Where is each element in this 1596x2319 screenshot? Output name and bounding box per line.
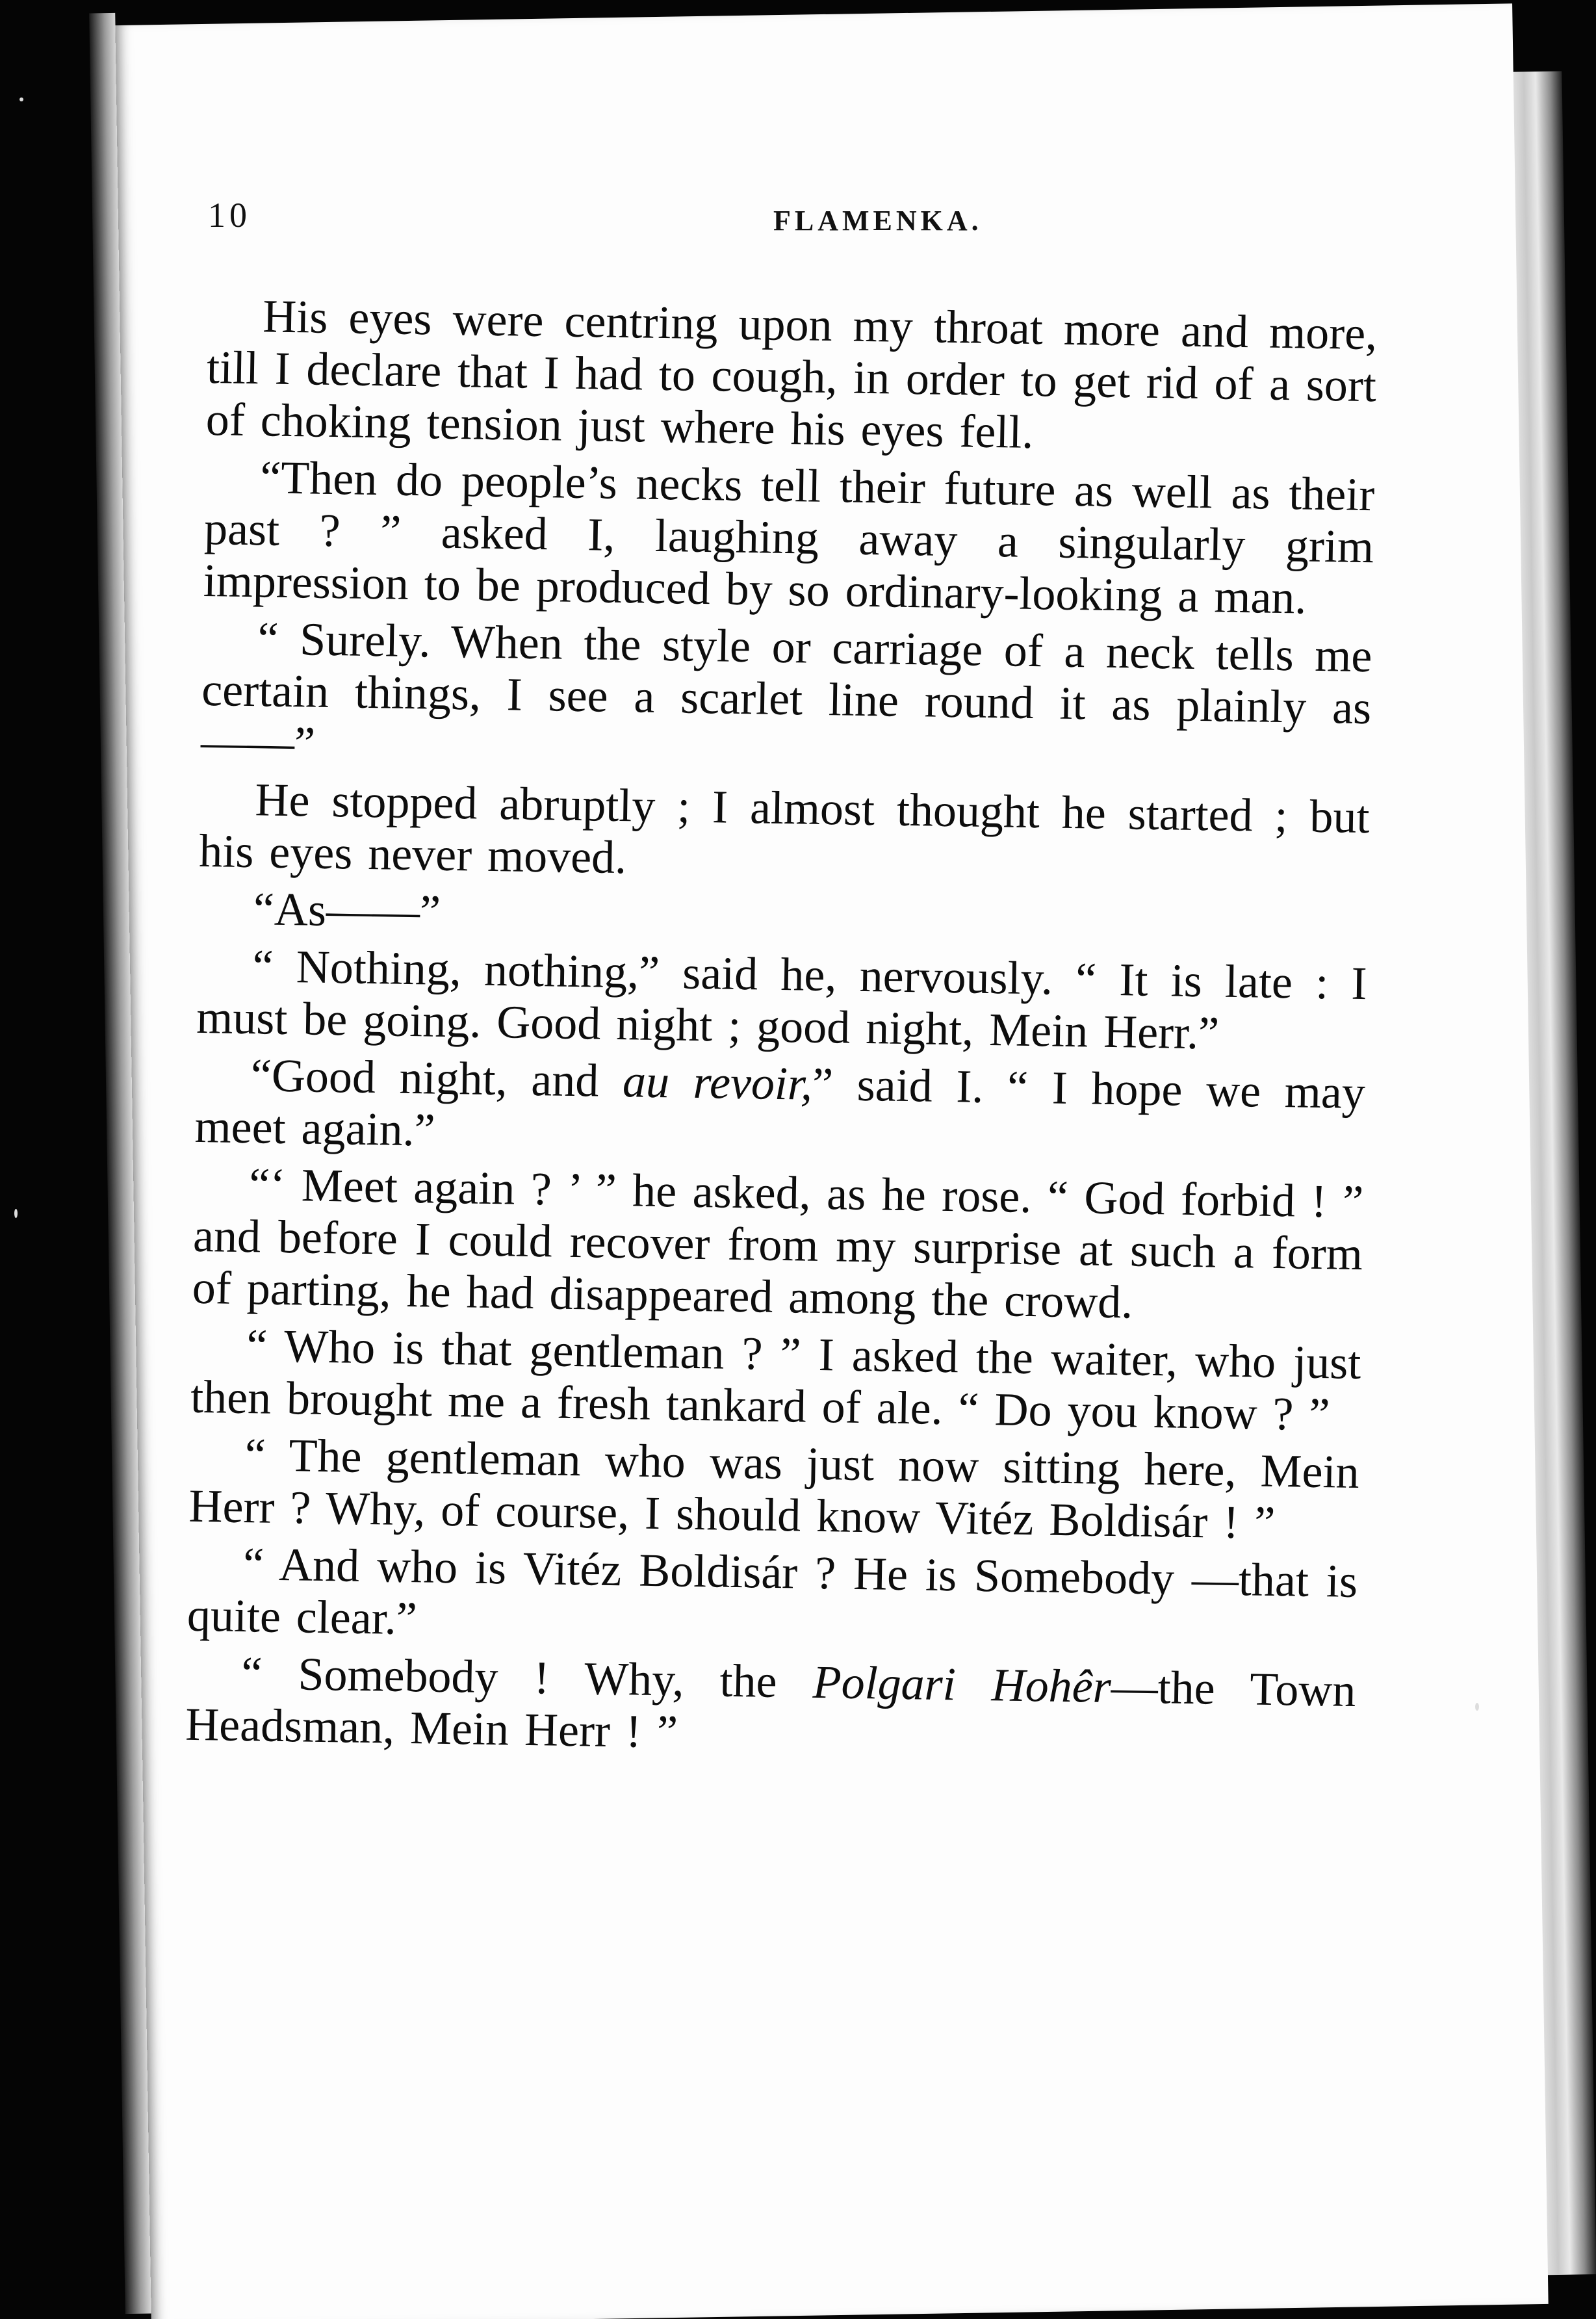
page-header bbox=[208, 195, 1417, 247]
paragraph-text: “ Somebody ! Why, the bbox=[240, 1647, 778, 1708]
paragraph: “ And who is Vitéz Boldisár ? He is Somebody —that is quite clear.” bbox=[187, 1538, 1358, 1645]
paragraph-text: ” said I. “ I hope we may meet again.” bbox=[194, 1057, 1366, 1156]
paragraph: “ Who is that gentleman ? ” I asked the waiter, who just then brought me a fresh tankard of ale. “ Do you know ? ” bbox=[190, 1319, 1361, 1441]
page-number: 10 bbox=[208, 196, 251, 235]
paragraph bbox=[194, 1048, 1365, 1171]
scan-speck bbox=[19, 97, 23, 101]
paragraph bbox=[185, 1646, 1356, 1768]
body-text bbox=[185, 289, 1378, 1774]
scan-speck bbox=[1475, 1703, 1479, 1711]
running-title: FLAMENKA. bbox=[773, 205, 983, 237]
paragraph: “As——” bbox=[253, 883, 441, 938]
paragraph-text: —the Town Headsman, Mein Herr ! ” bbox=[185, 1661, 1356, 1758]
paragraph: “Then do people’s necks tell their future as well as their past ? ” asked I, laughing away a singularly grim impression to be produced by so ordinary-looking a man. bbox=[203, 451, 1375, 624]
paragraph: “ Surely. When the style or carriage of a neck tells me certain things, I see a scarlet line round it as plainly as——” bbox=[200, 612, 1372, 770]
paragraph: “ Nothing, nothing,” said he, nervously. “ It is late : I must be going. Good night ; good night, Mein Herr.” bbox=[196, 940, 1368, 1059]
paragraph-text: “Good night, and bbox=[250, 1049, 599, 1107]
scan-speck bbox=[14, 1209, 18, 1218]
paragraph: “‘ Meet again ? ’ ” he asked, as he rose. “ God forbid ! ” and before I could recover from my surprise at such a form of parting, he had disappeared among the crowd. bbox=[192, 1158, 1364, 1328]
italic-phrase: au revoir, bbox=[622, 1055, 813, 1110]
italic-phrase: Polgari Hohêr bbox=[812, 1655, 1112, 1713]
paragraph: He stopped abruptly ; I almost thought he started ; but his eyes never moved. bbox=[198, 773, 1371, 884]
paragraph: “ The gentleman who was just now sitting here, Mein Herr ? Why, of course, I should know Vitéz Boldisár ! ” bbox=[188, 1429, 1360, 1549]
paragraph: His eyes were centring upon my throat more and more, till I declare that I had to cough, in order to get rid of a sort of choking tension just where his eyes fell. bbox=[205, 290, 1378, 458]
